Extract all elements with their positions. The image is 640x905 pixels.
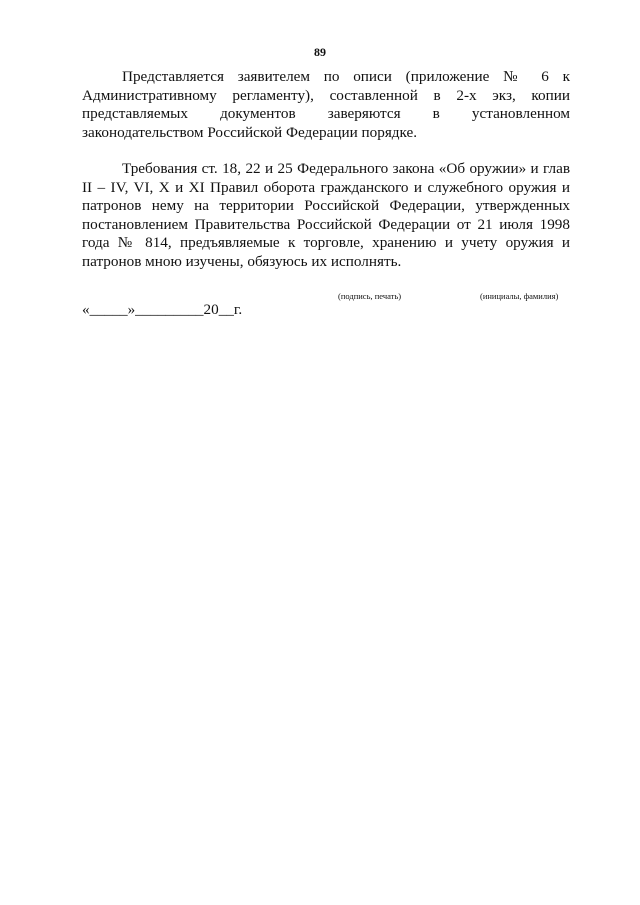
name-caption: (инициалы, фамилия) — [480, 291, 559, 301]
paragraph-requirements-acknowledgement: Требования ст. 18, 22 и 25 Федерального закона «Об оружии» и глав II – IV, VI, X и XI Правил оборота гражданского и служебного оружия и патронов нему на территории Российской Федерации, утвержденных постановлением Правительства Российской Федерации от 21 июля 1998 года № 814, предъявляемые к торговле, хранению и учету оружия и патронов мною изучены, обязуюсь их исполнять. — [82, 160, 570, 270]
paragraph-documents-notice: Представляется заявителем по описи (приложение № 6 к Административному регламенту), составленной в 2-х экз, копии представляемых документов заверяются в установленном законодательством Российской Федерации порядке. — [82, 68, 570, 141]
signature-caption: (подпись, печать) — [338, 291, 402, 301]
date-line: «_____»_________20__г. — [82, 301, 243, 318]
page-number: 89 — [314, 45, 326, 59]
